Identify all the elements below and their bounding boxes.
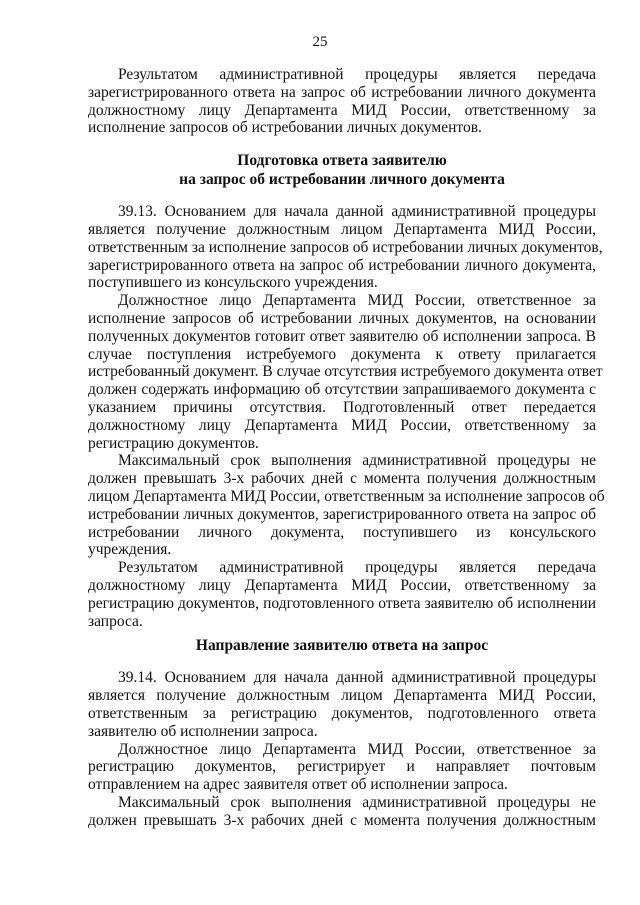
- text-line: является получение должностным лицом Департамента МИД России,: [88, 220, 596, 238]
- text-line: истребованный документ. В случае отсутствия истребуемого документа ответ: [88, 363, 603, 381]
- section-heading: [88, 636, 596, 655]
- paragraph: [88, 794, 596, 830]
- text-line: Результатом административной процедуры является передача: [118, 66, 596, 83]
- text-line: исполнение запросов об истребовании личных документов, на основании: [88, 309, 596, 327]
- text-line: Результатом административной процедуры является передача: [118, 559, 596, 577]
- paragraph: [88, 66, 596, 137]
- text-line: регистрацию документов.: [88, 434, 259, 452]
- document-body: [88, 66, 605, 829]
- text-line: случае поступления истребуемого документа к ответу прилагается: [88, 345, 596, 363]
- paragraph: [88, 203, 603, 292]
- text-line: заявителю об исполнении запроса.: [88, 722, 318, 740]
- text-line: лицом Департамента МИД России, ответственным за исполнение запросов об: [88, 487, 605, 505]
- text-line: Максимальный срок выполнения административной процедуры не: [118, 452, 596, 470]
- text-line: полученных документов готовит ответ заявителю об исполнении запроса. В: [88, 327, 596, 345]
- text-line: 39.13. Основанием для начала данной административной процедуры: [118, 203, 596, 221]
- text-line: Должностное лицо Департамента МИД России, ответственное за: [118, 292, 596, 310]
- text-line: зарегистрированного ответа на запрос об истребовании личного документа: [88, 83, 596, 101]
- text-line: поступившего из консульского учреждения.: [88, 274, 378, 292]
- text-line: должен превышать 3-х рабочих дней с момента получения должностным: [88, 470, 596, 488]
- text-line: ответственным за регистрацию документов, подготовленного ответа: [88, 704, 596, 722]
- paragraph: [88, 292, 603, 452]
- text-line: запроса.: [88, 612, 143, 630]
- text-line: является получение должностным лицом Департамента МИД России,: [88, 687, 596, 705]
- text-line: регистрацию документов, подготовленного ответа заявителю об исполнении: [88, 594, 596, 612]
- text-line: должностному лицу Департамента МИД России, ответственному за: [88, 576, 596, 594]
- text-line: Направление заявителю ответа на запрос: [195, 637, 489, 655]
- text-line: на запрос об истребовании личного документа: [179, 171, 505, 189]
- text-line: Подготовка ответа заявителю: [237, 152, 447, 170]
- text-line: ответственным за исполнение запросов об истребовании личных документов,: [88, 238, 603, 256]
- text-line: должен содержать информацию об отсутствии запрашиваемого документа с: [88, 381, 596, 399]
- text-line: отправлением на адрес заявителя ответ об исполнении запроса.: [88, 776, 508, 794]
- text-line: регистрацию документов, регистрирует и направляет почтовым: [88, 758, 596, 776]
- paragraph: [88, 559, 596, 630]
- text-line: должностному лицу Департамента МИД России, ответственному за: [88, 101, 596, 119]
- paragraph: [88, 741, 596, 794]
- text-line: 39.14. Основанием для начала данной административной процедуры: [118, 669, 596, 687]
- text-line: учреждения.: [88, 541, 172, 559]
- text-line: истребовании личного документа, поступившего из консульского: [88, 523, 596, 541]
- page-number: 25: [312, 34, 328, 50]
- paragraph: [88, 452, 605, 559]
- text-line: исполнение запросов об истребовании личных документов.: [88, 119, 482, 137]
- section-heading: [88, 151, 596, 189]
- text-line: должностному лицу Департамента МИД России, ответственному за: [88, 416, 596, 434]
- text-line: указанием причины отсутствия. Подготовленный ответ передается: [88, 398, 596, 416]
- text-line: истребовании личных документов, зарегистрированного ответа на запрос об: [88, 505, 596, 523]
- text-line: должен превышать 3-х рабочих дней с момента получения должностным: [88, 811, 596, 829]
- text-line: Должностное лицо Департамента МИД России, ответственное за: [118, 740, 596, 758]
- text-line: зарегистрированного ответа на запрос об истребовании личного документа,: [88, 256, 596, 274]
- paragraph: [88, 669, 596, 740]
- text-line: Максимальный срок выполнения административной процедуры не: [118, 793, 596, 811]
